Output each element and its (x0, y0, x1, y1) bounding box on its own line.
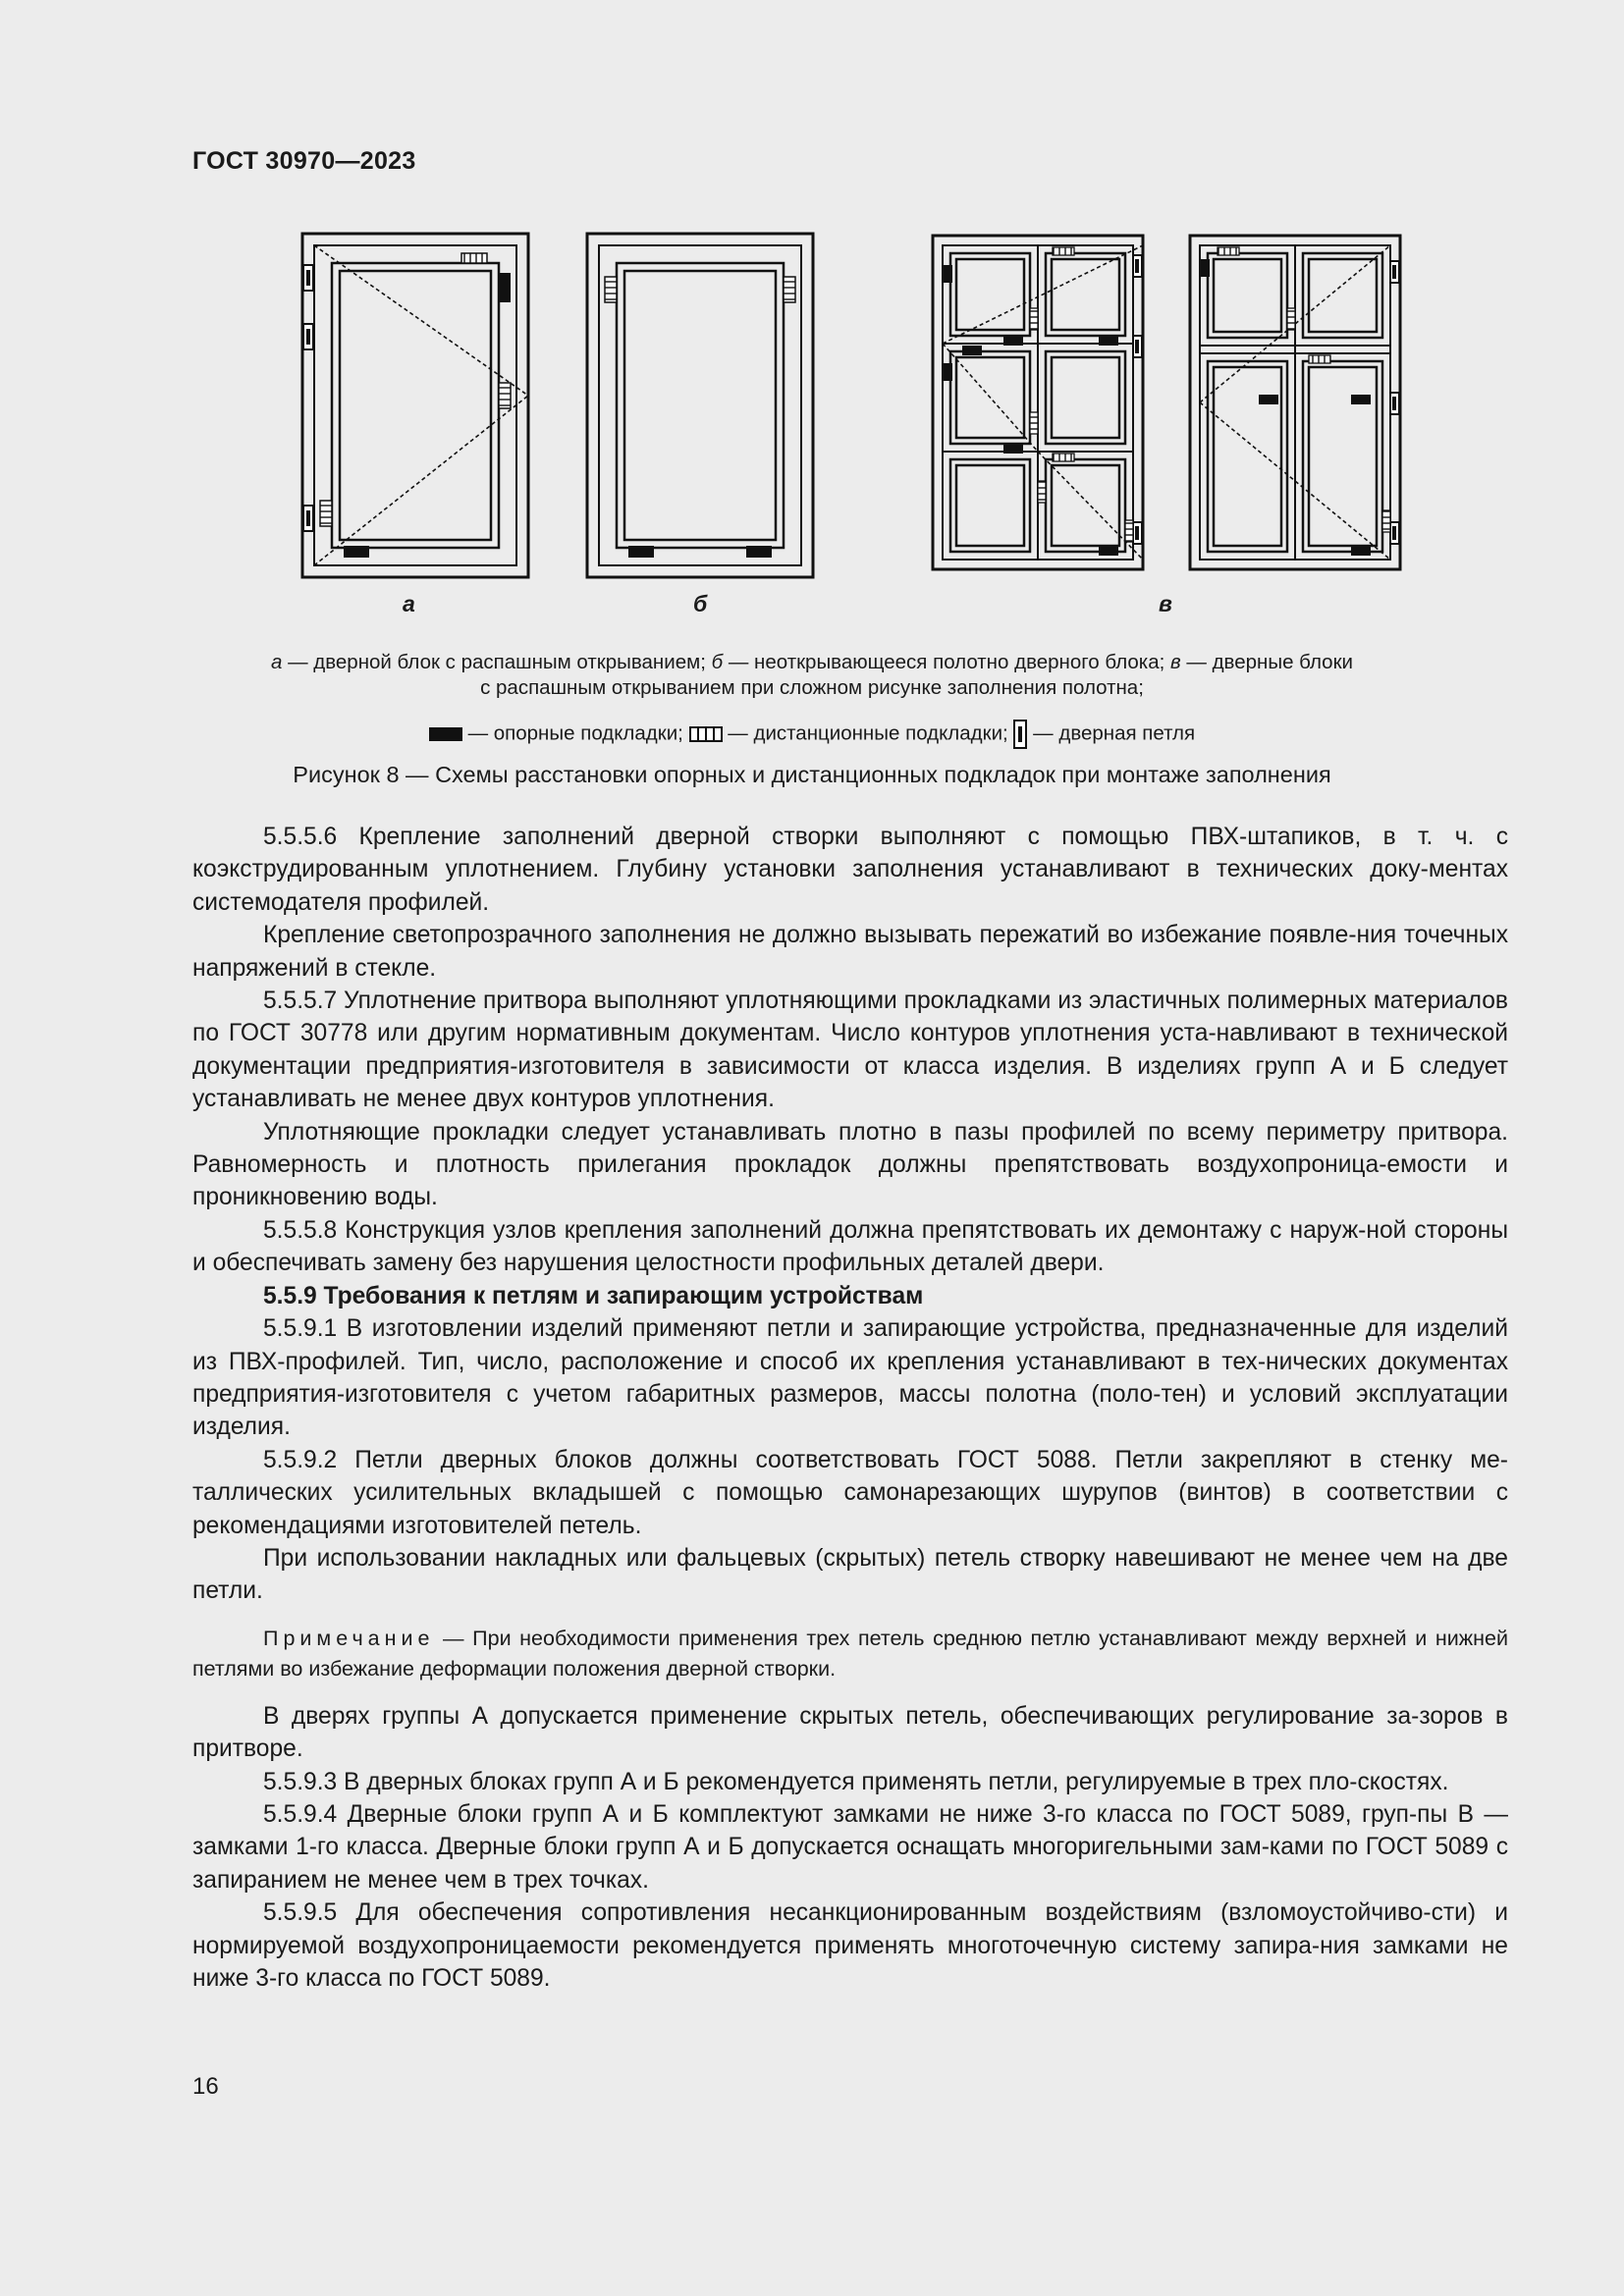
legend-key-a: а (270, 651, 283, 673)
figure-symbols-legend (192, 720, 1432, 749)
paragraph: 5.5.9.5 Для обеспечения сопротивления несанкционированным воздействиям (взломоустойчиво-сти) и нормируемой воздухопроницаемости рекомендуется применять многоточечную систему запира-ния замками не ниже 3-го класса по ГОСТ 5089. (192, 1899, 1508, 1992)
paragraph: 5.5.9.1 В изготовлении изделий применяют петли и запирающие устройства, предназначенные для изделий из ПВХ-профилей. Тип, число, расположение и способ их крепления устанавливают в тех-нических документах предприятия-изготовителя с учетом габаритных размеров, массы полотна (поло-тен) и условий эксплуатации изделия. (192, 1315, 1508, 1441)
door-c2-drawing (1190, 236, 1400, 569)
legend-key-b: б (711, 651, 724, 673)
door-a-drawing (302, 234, 528, 577)
paragraph: 5.5.9.2 Петли дверных блоков должны соответствовать ГОСТ 5088. Петли закрепляют в стенку ме-таллических усилительных вкладышей с помощью самонарезающих шурупов (винтов) в соответствии с рекомендациями изготовителей петель. (192, 1446, 1508, 1539)
page-number: 16 (192, 2073, 219, 2100)
support-block-icon (429, 726, 462, 742)
spacer-block-icon (689, 726, 723, 742)
support-block-label: — опорные подкладки; (467, 721, 683, 745)
paragraph: 5.5.9.4 Дверные блоки групп А и Б комплектуют замками не ниже 3-го класса по ГОСТ 5089, груп-пы В — замками 1-го класса. Дверные блоки групп А и Б допускается оснащать многоригельными зам-ками по ГОСТ 5089 с запиранием не менее чем в трех точках. (192, 1800, 1508, 1894)
door-b-drawing (587, 234, 813, 577)
paragraph: При использовании накладных или фальцевых (скрытых) петель створку навешивают не менее чем на две петли. (192, 1544, 1508, 1605)
paragraph: В дверях группы А допускается применение скрытых петель, обеспечивающих регулирование за-зоров в притворе. (192, 1702, 1508, 1763)
door-hinge-label: — дверная петля (1033, 721, 1196, 745)
spacer-block-label: — дистанционные подкладки; (728, 721, 1008, 745)
figure-caption: Рисунок 8 — Схемы расстановки опорных и дистанционных подкладок при монтаже заполнения (293, 762, 1331, 787)
figure-drawing (291, 226, 1410, 618)
figure-letter-a: а (403, 591, 415, 616)
legend-desc-c-cont: с распашным открыванием при сложном рисунке заполнения полотна; (480, 676, 1144, 699)
paragraph: Уплотняющие прокладки следует устанавливать плотно в пазы профилей по всему периметру притвора. Равномерность и плотность прилегания прокладок должны препятствовать воздухопроница-емости и проникновению воды. (192, 1118, 1508, 1211)
document-header: ГОСТ 30970—2023 (192, 147, 416, 175)
legend-desc-c: — дверные блоки (1180, 651, 1354, 673)
paragraph: 5.5.5.6 Крепление заполнений дверной створки выполняют с помощью ПВХ-штапиков, в т. ч. с коэкструдированным уплотнением. Глубину установки заполнения устанавливают в технических доку-ментах системодателя профилей. (192, 824, 1508, 916)
legend-key-c: в (1170, 651, 1181, 673)
main-text (192, 821, 1508, 1995)
paragraph: Крепление светопрозрачного заполнения не должно вызывать пережатий во избежание появле-ния точечных напряжений в стекле. (192, 922, 1508, 982)
paragraph: 5.5.5.7 Уплотнение притвора выполняют уплотняющими прокладками из эластичных полимерных материалов по ГОСТ 30778 или другим нормативным документам. Число контуров уплотнения уста-навливают в технической документации предприятия-изготовителя в зависимости от класса изделия. В изделиях групп А и Б следует устанавливать не менее двух контуров уплотнения. (192, 988, 1508, 1113)
figure-letter-b: б (693, 591, 708, 616)
paragraph: 5.5.9.3 В дверных блоках групп А и Б рекомендуется применять петли, регулируемые в трех пло-скостях. (263, 1768, 1449, 1795)
legend-desc-a: — дверной блок с распашным открыванием; (282, 651, 712, 673)
note-label: Примечание (263, 1626, 435, 1650)
door-hinge-icon (1013, 720, 1027, 749)
figure-legend-line-1 (192, 650, 1432, 701)
paragraph: 5.5.5.8 Конструкция узлов крепления заполнений должна препятствовать их демонтажу с наруж-ной стороны и обеспечивать замену без нарушения целостности профильных деталей двери. (192, 1216, 1508, 1277)
door-c1-drawing (933, 236, 1143, 569)
figure-letter-c: в (1159, 591, 1172, 616)
note-text: — При необходимости применения трех петель среднюю петлю устанавливают между верхней и нижней петлями во избежание деформации положения дверной створки. (192, 1626, 1508, 1681)
figure-8-door-schemes (291, 226, 1410, 618)
note (192, 1624, 1508, 1684)
section-heading: 5.5.9 Требования к петлям и запирающим устройствам (263, 1282, 924, 1309)
legend-desc-b: — неоткрывающееся полотно дверного блока; (723, 651, 1170, 673)
